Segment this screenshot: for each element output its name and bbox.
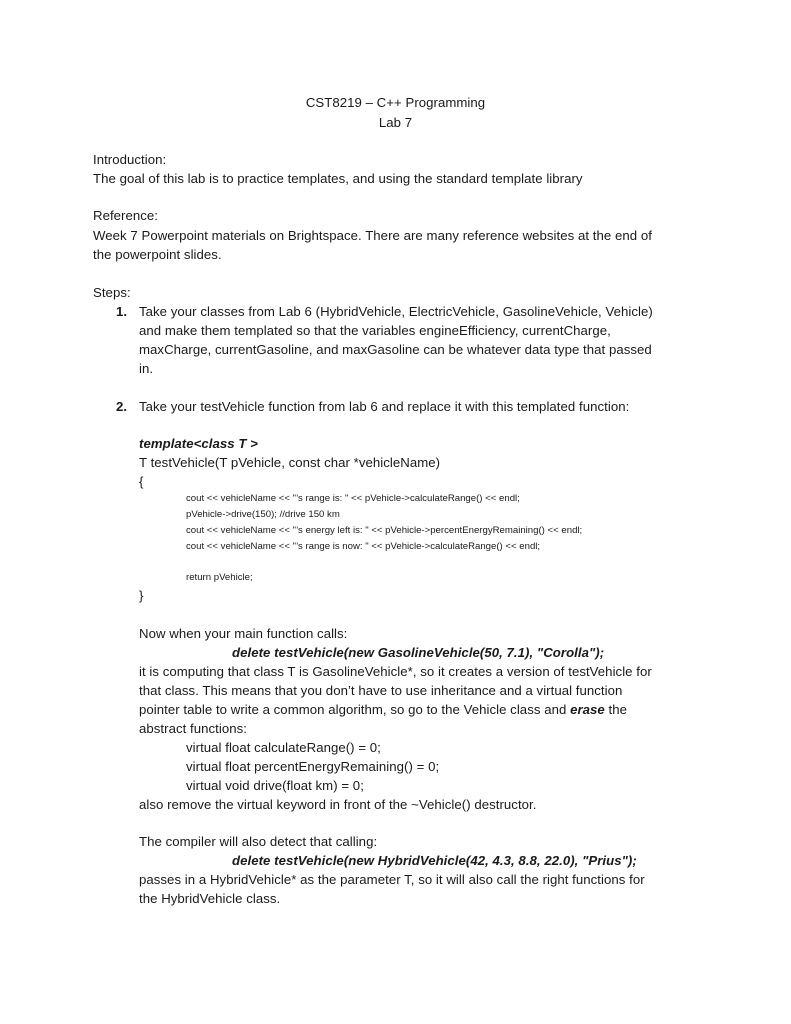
close-brace: }: [139, 588, 144, 603]
introduction-body: The goal of this lab is to practice templates, and using the standard template library: [93, 171, 583, 186]
erase-emphasis: erase: [570, 702, 605, 717]
reference-line-1: Week 7 Powerpoint materials on Brightspace. There are many reference websites at the end of: [93, 228, 652, 243]
virtual-function-line: virtual void drive(float km) = 0;: [186, 778, 364, 793]
reference-heading: Reference:: [93, 208, 159, 223]
open-brace: {: [139, 474, 144, 489]
compiler-detect-text: The compiler will also detect that calling:: [139, 834, 378, 849]
lab-title: Lab 7: [378, 115, 413, 130]
step-1-line-4: in.: [139, 361, 154, 376]
steps-heading: Steps:: [93, 285, 131, 300]
introduction-heading: Introduction:: [93, 152, 167, 167]
paragraph-1-line-4: abstract functions:: [139, 721, 247, 736]
course-title: CST8219 – C++ Programming: [305, 95, 486, 110]
code-line: cout << vehicleName << "’s energy left is: " << pVehicle->percentEnergyRemaining() << endl;: [186, 525, 583, 536]
step-2-line-1: Take your testVehicle function from lab 6 and replace it with this templated function:: [139, 399, 630, 414]
now-when-text: Now when your main function calls:: [139, 626, 348, 641]
step-1-line-1: Take your classes from Lab 6 (HybridVehicle, ElectricVehicle, GasolineVehicle, Vehicle): [139, 304, 653, 319]
code-line: cout << vehicleName << "’s range is: " << pVehicle->calculateRange() << endl;: [186, 493, 520, 504]
reference-line-2: the powerpoint slides.: [93, 247, 222, 262]
step-1-line-3: maxCharge, currentGasoline, and maxGasoline can be whatever data type that passed: [139, 342, 652, 357]
virtual-function-line: virtual float calculateRange() = 0;: [186, 740, 381, 755]
paragraph-1-line-2: that class. This means that you don’t have to use inheritance and a virtual function: [139, 683, 623, 698]
paragraph-2-line-2: the HybridVehicle class.: [139, 891, 281, 906]
virtual-function-line: virtual float percentEnergyRemaining() = 0;: [186, 759, 440, 774]
paragraph-2-line-1: passes in a HybridVehicle* as the parameter T, so it will also call the right functions for: [139, 872, 645, 887]
paragraph-1-line-1: it is computing that class T is GasolineVehicle*, so it creates a version of testVehicle for: [139, 664, 652, 679]
code-return-line: return pVehicle;: [186, 572, 253, 583]
also-remove-text: also remove the virtual keyword in front of the ~Vehicle() destructor.: [139, 797, 537, 812]
template-declaration: template<class T >: [139, 436, 258, 451]
paragraph-1-line-3-end: the: [604, 702, 627, 717]
call-example-2: delete testVehicle(new HybridVehicle(42, 4.3, 8.8, 22.0), "Prius");: [232, 853, 637, 868]
step-2-number: 2.: [116, 399, 127, 414]
step-1-line-2: and make them templated so that the variables engineEfficiency, currentCharge,: [139, 323, 611, 338]
code-line: pVehicle->drive(150); //drive 150 km: [186, 509, 340, 520]
call-example-1: delete testVehicle(new GasolineVehicle(50, 7.1), "Corolla");: [232, 645, 605, 660]
step-1-number: 1.: [116, 304, 127, 319]
paragraph-1-line-3-start: pointer table to write a common algorithm, so go to the Vehicle class and: [139, 702, 571, 717]
code-line: cout << vehicleName << "’s range is now: " << pVehicle->calculateRange() << endl;: [186, 541, 541, 552]
function-signature: T testVehicle(T pVehicle, const char *vehicleName): [139, 455, 441, 470]
paragraph-1-line-3: [139, 700, 627, 719]
